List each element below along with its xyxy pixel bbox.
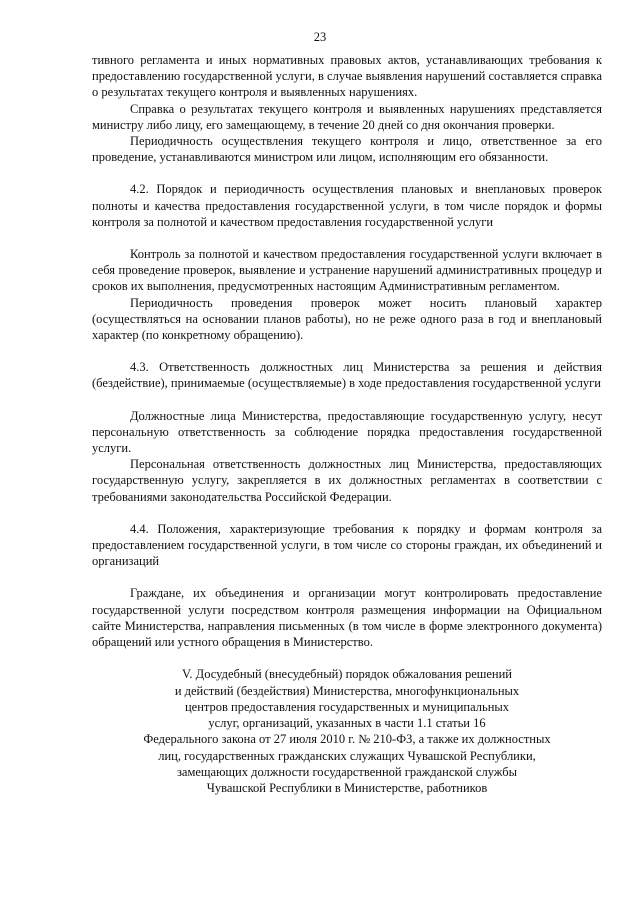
section-4-4-title: 4.4. Положения, характеризующие требования к порядку и формам контроля за предоставлением государственной услуги, в том числе со стороны граждан, их объединений и организаций [92,521,602,569]
section-v-heading-line: и действий (бездействия) Министерства, многофункциональных [174,683,520,698]
section-4-2-paragraph-1: Контроль за полнотой и качеством предоставления государственной услуги включает в себя проведение проверок, выявление и устранение нарушений административных процедур и сроков их выполнения, предусмотренных настоящим Административным регламентом. [92,247,602,294]
section-v-heading-line: Чувашской Республики в Министерстве, работников [206,781,488,796]
section-4-3-title: 4.3. Ответственность должностных лиц Министерства за решения и действия (бездействие), принимаемые (осуществляемые) в ходе предоставления государственной услуги [92,360,602,391]
section-v-heading-line: замещающих должности государственной гражданской службы [176,765,518,780]
section-4-2-title: 4.2. Порядок и периодичность осуществления плановых и внеплановых проверок полноты и качества предоставления государственной услуги, в том числе порядок и формы контроля за полнотой и качеством предоставления государственной услуги [92,182,602,229]
section-v-heading-line: лиц, государственных гражданских служащих Чувашской Республики, [158,748,536,763]
section-v-heading [92,666,602,796]
section-4-2-paragraph-2: Периодичность проведения проверок может носить плановый характер (осуществляться на основании планов работы), но не реже одного раза в год и внеплановый характер (по конкретному обращению). [92,295,602,343]
section-4-3-paragraph-1: Должностные лица Министерства, предоставляющие государственную услугу, несут персональную ответственность за соблюдение порядка предоставления государственной услуги. [92,408,602,456]
section-v-heading-line: Федерального закона от 27 июля 2010 г. № 210-ФЗ, а также их должностных [143,732,551,747]
section-4-4-paragraph-1: Граждане, их объединения и организации могут контролировать предоставление государственной услуги посредством контроля размещения информации на Официальном сайте Министерства, направления письменных (в том числе в форме электронного документа) обращений или устного обращения в Министерство. [92,586,602,650]
paragraph-periodicity: Периодичность осуществления текущего контроля и лицо, ответственное за его проведение, устанавливаются министром или лицом, исполняющим его обязанности. [92,134,602,165]
document-body [92,52,602,797]
paragraph-report: Справка о результатах текущего контроля и выявленных нарушениях представляется министру либо лицу, его замещающему, в течение 20 дней со дня окончания проверки. [92,101,602,132]
section-v-heading-line: центров предоставления государственных и муниципальных [184,699,510,714]
section-v-heading-line: V. Досудебный (внесудебный) порядок обжалования решений [182,667,512,682]
page-number: 23 [313,30,327,44]
section-v-heading-line: услуг, организаций, указанных в части 1.1 статьи 16 [208,716,486,731]
paragraph-continuation: тивного регламента и иных нормативных правовых актов, устанавливающих требования к предоставлению государственной услуги, в случае выявления нарушений составляется справка о результатах текущего контроля и выявленных нарушениях. [92,53,602,100]
section-4-3-paragraph-2: Персональная ответственность должностных лиц Министерства, предоставляющих государственную услугу, закрепляется в их должностных регламентах в соответствии с требованиями законодательства Российской Федерации. [92,457,602,504]
